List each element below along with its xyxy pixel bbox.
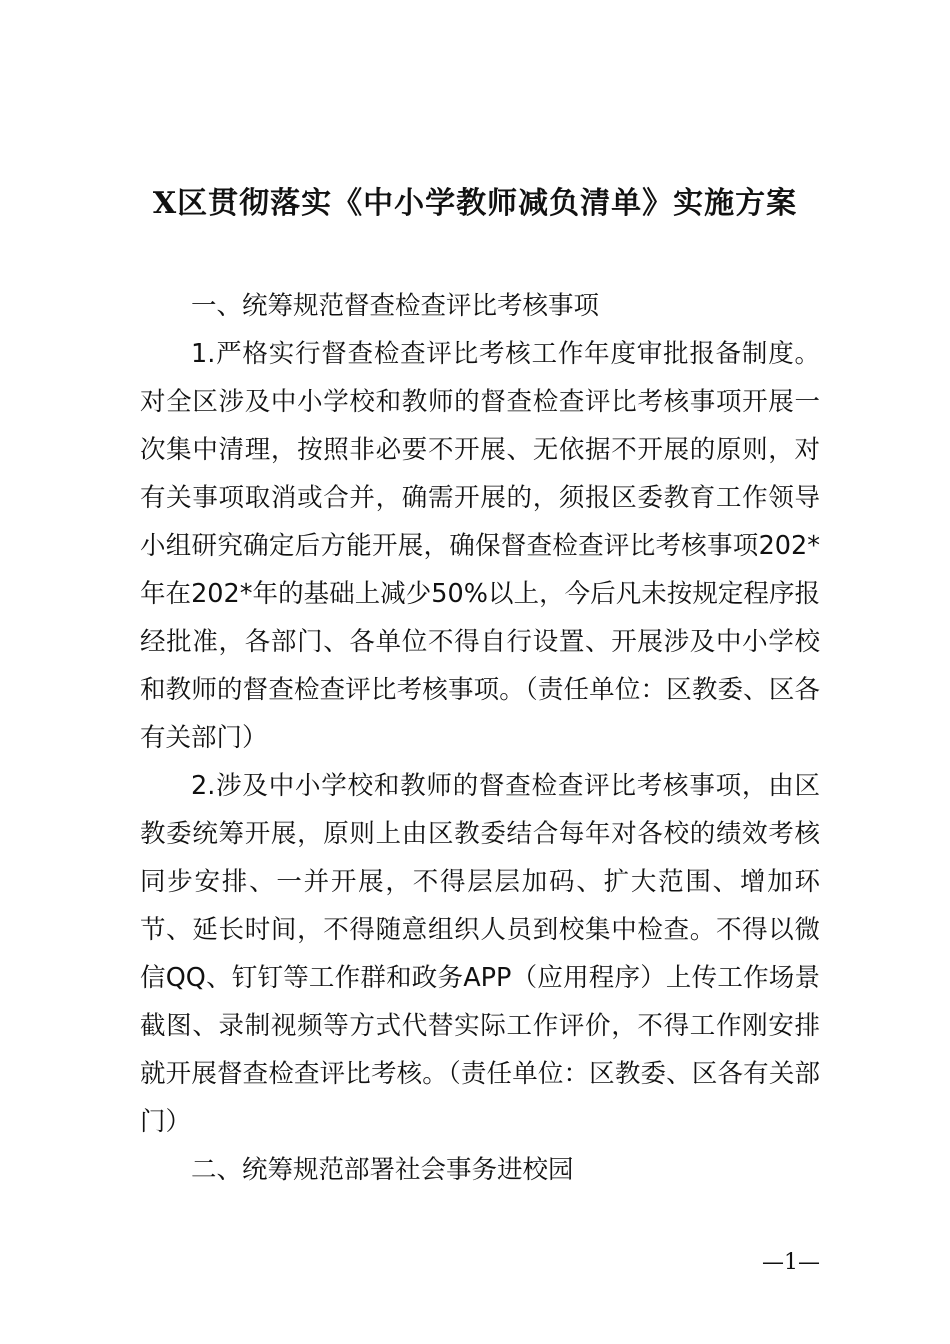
document-body — [140, 282, 820, 1194]
paragraph-2: 2.涉及中小学校和教师的督查检查评比考核事项，由区教委统筹开展，原则上由区教委结合每年对各校的绩效考核同步安排、一并开展，不得层层加码、扩大范围、增加环节、延长时间，不得随意组织人员到校集中检查。不得以微信QQ、钉钉等工作群和政务APP（应用程序）上传工作场景截图、录制视频等方式代替实际工作评价，不得工作刚安排就开展督查检查评比考核。（责任单位：区教委、区各有关部门） — [140, 771, 820, 1137]
document-title: X区贯彻落实《中小学教师减负清单》实施方案 — [152, 186, 798, 221]
page-number: —1— — [762, 1250, 820, 1275]
paragraph-1: 1.严格实行督查检查评比考核工作年度审批报备制度。对全区涉及中小学校和教师的督查检查评比考核事项开展一次集中清理，按照非必要不开展、无依据不开展的原则，对有关事项取消或合并，确需开展的，须报区委教育工作领导小组研究确定后方能开展，确保督查检查评比考核事项202*年在202*年的基础上减少50%以上，今后凡未按规定程序报经批准，各部门、各单位不得自行设置、开展涉及中小学校和教师的督查检查评比考核事项。（责任单位：区教委、区各有关部门） — [140, 339, 820, 753]
section-heading-2: 二、统筹规范部署社会事务进校园 — [191, 1155, 574, 1185]
section-heading-1: 一、统筹规范督查检查评比考核事项 — [191, 291, 600, 321]
